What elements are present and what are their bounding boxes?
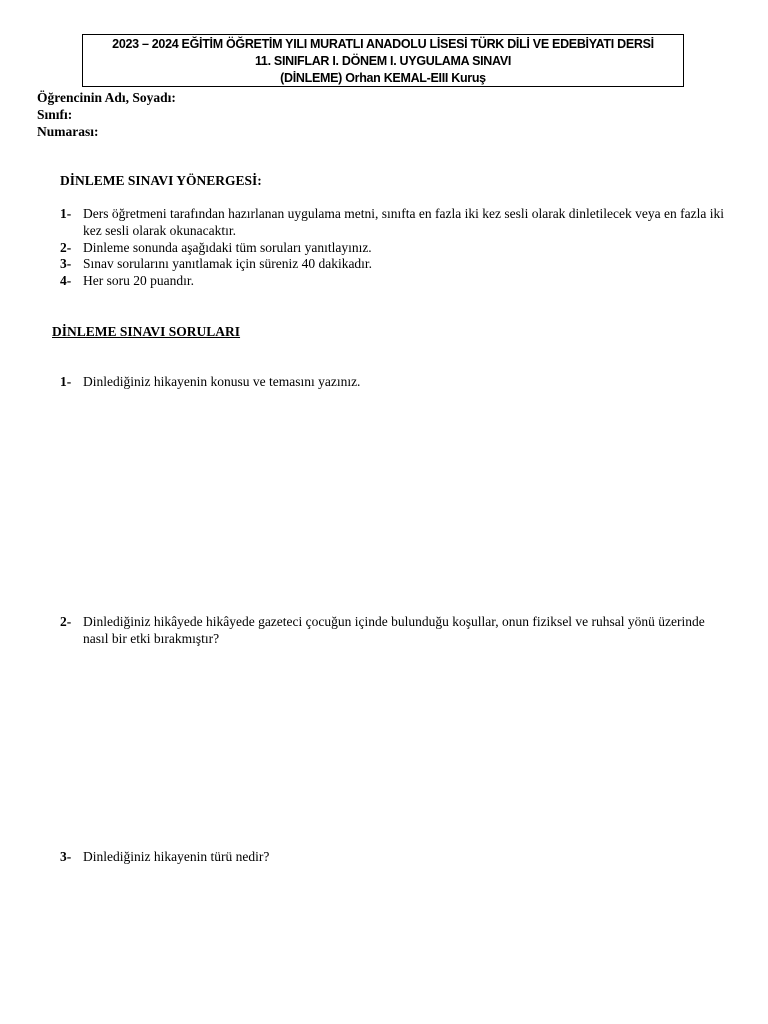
student-info <box>37 89 176 140</box>
question-number: 3- <box>60 849 72 864</box>
question-item <box>60 614 730 648</box>
question-number: 1- <box>60 374 72 389</box>
directive-item <box>60 206 730 240</box>
question-number: 2- <box>60 614 72 629</box>
directive-item-number: 4- <box>60 273 72 289</box>
directive-item-text: Ders öğretmeni tarafından hazırlanan uygulama metni, sınıfta en fazla iki kez sesli olarak dinletilecek veya en fazla iki kez sesli olarak okunacaktır. <box>83 206 724 238</box>
directive-item-text: Her soru 20 puandır. <box>83 273 194 289</box>
question-item <box>60 374 730 391</box>
directive-item-number: 2- <box>60 239 72 255</box>
directive-item <box>60 240 730 257</box>
question-item <box>60 849 730 866</box>
directive-item-number: 1- <box>60 206 72 221</box>
header-line-3: (DİNLEME) Orhan KEMAL-EIII Kuruş <box>280 71 486 85</box>
directive-item <box>60 256 730 273</box>
question-text: Dinlediğiniz hikayenin konusu ve temasını yazınız. <box>83 374 361 389</box>
header-line-1: 2023 – 2024 EĞİTİM ÖĞRETİM YILI MURATLI ANADOLU LİSESİ TÜRK DİLİ VE EDEBİYATI DERSİ <box>112 37 654 51</box>
directive-item-text: Dinleme sonunda aşağıdaki tüm soruları yanıtlayınız. <box>83 239 372 255</box>
exam-header <box>82 34 684 87</box>
directive-title: DİNLEME SINAVI YÖNERGESİ: <box>60 173 262 188</box>
student-class-label: Sınıfı: <box>37 107 73 122</box>
question-text: Dinlediğiniz hikâyede hikâyede gazeteci çocuğun içinde bulunduğu koşullar, onun fiziksel ve ruhsal yönü üzerinde nasıl bir etki bırakmıştır? <box>83 614 705 646</box>
directive-item-number: 3- <box>60 256 72 272</box>
questions-title: DİNLEME SINAVI SORULARI <box>52 324 241 339</box>
student-number-label: Numarası: <box>37 124 99 139</box>
student-name-label: Öğrencinin Adı, Soyadı: <box>37 90 176 105</box>
directive-list <box>60 206 730 290</box>
directive-item <box>60 273 730 290</box>
header-line-2: 11. SINIFLAR I. DÖNEM I. UYGULAMA SINAVI <box>254 54 512 68</box>
directive-item-text: Sınav sorularını yanıtlamak için süreniz 40 dakikadır. <box>83 256 373 272</box>
question-text: Dinlediğiniz hikayenin türü nedir? <box>83 849 270 864</box>
